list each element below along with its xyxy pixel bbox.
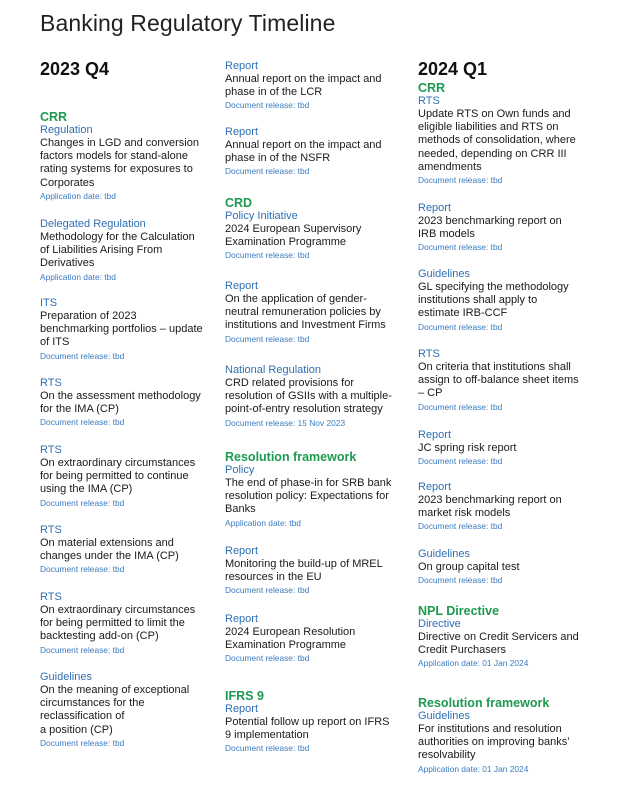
entry-date: Document release: tbd <box>225 250 310 261</box>
page-title: Banking Regulatory Timeline <box>40 10 336 36</box>
timeline-entry <box>418 348 579 413</box>
entry-type: Report <box>225 60 259 72</box>
entry-type: Guidelines <box>418 268 470 280</box>
entry-type: Report <box>225 280 259 292</box>
entry-date: Document release: tbd <box>40 737 125 748</box>
entry-description: JC spring risk report <box>418 442 517 454</box>
entry-date: Document release: tbd <box>418 521 503 532</box>
timeline-entry <box>418 268 569 333</box>
entry-type: Policy <box>225 464 255 476</box>
entry-date: Document release: tbd <box>40 497 125 508</box>
entry-date: Document release: tbd <box>225 585 310 596</box>
entry-date: Application date: 01 Jan 2024 <box>418 763 529 774</box>
entry-type: Guidelines <box>40 671 92 683</box>
section-heading: CRD <box>225 196 253 210</box>
entry-description: On the application of gender- neutral remuneration policies by institutions and Investment Firms <box>225 293 386 332</box>
entry-description: Changes in LGD and conversion factors models for stand-alone rating systems for exposures to Corporates <box>40 137 199 189</box>
timeline-entry <box>418 548 520 586</box>
entry-description: Directive on Credit Servicers and Credit Purchasers <box>418 631 579 657</box>
timeline-entry <box>225 613 355 664</box>
timeline-entry <box>225 364 392 429</box>
section-heading: NPL Directive <box>418 604 500 618</box>
section-heading: CRR <box>418 81 446 95</box>
timeline-entry <box>418 429 516 467</box>
entry-description: 2023 benchmarking report on IRB models <box>418 215 562 241</box>
timeline-entry <box>418 81 576 186</box>
entry-description: On the assessment methodology for the IMA (CP) <box>40 390 201 416</box>
entry-date: Document release: tbd <box>418 575 503 586</box>
entry-type: Report <box>225 126 259 138</box>
entry-date: Document release: tbd <box>40 644 125 655</box>
entry-description: Potential follow up report on IFRS 9 implementation <box>225 716 390 742</box>
timeline-entry <box>40 377 201 428</box>
entry-description: On criteria that institutions shall assign to off-balance sheet items – CP <box>418 361 579 400</box>
entry-description: For institutions and resolution authorities on improving banks’ resolvability <box>418 723 570 762</box>
section-heading: Resolution framework <box>418 696 550 710</box>
entry-type: Directive <box>418 618 461 630</box>
entry-date: Document release: tbd <box>418 175 503 186</box>
entry-type: Regulation <box>40 124 93 136</box>
entry-type: Report <box>418 481 452 493</box>
entry-description: 2023 benchmarking report on market risk models <box>418 494 562 520</box>
entry-date: Document release: 15 Nov 2023 <box>225 417 346 428</box>
entry-type: Report <box>418 429 452 441</box>
timeline-entry <box>40 671 189 749</box>
entry-type: Report <box>225 703 259 715</box>
timeline-entry <box>418 696 570 775</box>
timeline-entry <box>40 444 195 509</box>
timeline-entry <box>225 545 383 596</box>
entry-date: Document release: tbd <box>418 401 503 412</box>
entry-description: Preparation of 2023 benchmarking portfolios – update of ITS <box>40 310 203 349</box>
entry-date: Document release: tbd <box>225 653 310 664</box>
timeline-entry <box>40 591 195 656</box>
timeline-entry <box>418 481 562 532</box>
entry-description: 2024 European Resolution Examination Programme <box>225 626 356 652</box>
entry-date: Document release: tbd <box>418 321 503 332</box>
entry-date: Application date: tbd <box>225 517 301 528</box>
entry-type: Delegated Regulation <box>40 218 146 230</box>
entry-type: Guidelines <box>418 548 470 560</box>
entry-description: The end of phase-in for SRB bank resolution policy: Expectations for Banks <box>225 477 392 516</box>
timeline-entry <box>225 196 361 261</box>
timeline-entry <box>225 689 389 754</box>
entry-type: Guidelines <box>418 710 470 722</box>
timeline-entry <box>40 110 199 202</box>
entry-description: On extraordinary circumstances for being permitted to limit the backtesting add-on (CP) <box>40 604 196 643</box>
entry-date: Document release: tbd <box>225 166 310 177</box>
section-heading: Resolution framework <box>225 450 357 464</box>
entry-type: RTS <box>40 524 62 536</box>
entry-date: Document release: tbd <box>40 564 125 575</box>
section-heading: CRR <box>40 110 68 124</box>
entry-description: 2024 European Supervisory Examination Programme <box>225 223 362 249</box>
entry-date: Document release: tbd <box>40 350 125 361</box>
timeline-entry <box>225 126 382 177</box>
timeline-entry <box>40 218 195 283</box>
entry-description: GL specifying the methodology institutions shall apply to estimate IRB-CCF <box>418 281 569 320</box>
timeline-entry <box>225 60 382 111</box>
entry-description: Monitoring the build-up of MREL resources in the EU <box>225 558 383 584</box>
entry-type: Report <box>418 202 452 214</box>
entry-type: RTS <box>418 95 440 107</box>
entry-type: National Regulation <box>225 364 322 376</box>
entry-type: RTS <box>40 377 62 389</box>
entry-date: Document release: tbd <box>225 333 310 344</box>
section-heading: IFRS 9 <box>225 689 264 703</box>
entry-description: Update RTS on Own funds and eligible liabilities and RTS on methods of consolidation, where needed, depending on CRR III amendments <box>418 108 576 173</box>
entry-date: Document release: tbd <box>418 242 503 253</box>
entry-type: Policy Initiative <box>225 210 298 222</box>
entry-date: Application date: tbd <box>40 190 116 201</box>
entry-type: RTS <box>40 444 62 456</box>
quarter-heading: 2024 Q1 <box>418 59 488 79</box>
timeline-entry <box>225 450 391 529</box>
entry-date: Application date: tbd <box>40 271 116 282</box>
entry-description: On extraordinary circumstances for being permitted to continue using the IMA (CP) <box>40 457 196 496</box>
entry-description: Annual report on the impact and phase in of the NSFR <box>225 139 382 165</box>
entry-date: Document release: tbd <box>418 456 503 467</box>
entry-description: Annual report on the impact and phase in of the LCR <box>225 73 382 99</box>
quarter-heading: 2023 Q4 <box>40 59 110 79</box>
timeline-entry <box>418 604 579 669</box>
entry-date: Document release: tbd <box>225 100 310 111</box>
entry-type: RTS <box>418 348 440 360</box>
entry-date: Document release: tbd <box>40 417 125 428</box>
entry-description: On material extensions and changes under the IMA (CP) <box>40 537 179 563</box>
entry-date: Document release: tbd <box>225 743 310 754</box>
timeline-entry <box>225 280 386 345</box>
entry-description: Methodology for the Calculation of Liabilities Arising From Derivatives <box>40 231 195 270</box>
timeline-entry <box>418 202 562 253</box>
entry-description: On the meaning of exceptional circumstances for the reclassification of a position (CP) <box>40 684 190 736</box>
entry-date: Appilcation date: 01 Jan 2024 <box>418 658 529 669</box>
entry-description: On group capital test <box>418 561 520 573</box>
entry-type: Report <box>225 545 259 557</box>
timeline-entry <box>40 524 179 575</box>
entry-description: CRD related provisions for resolution of GSIIs with a multiple- point-of-entry resolution strategy <box>225 377 392 416</box>
timeline-entry <box>40 297 203 362</box>
entry-type: ITS <box>40 297 58 309</box>
entry-type: Report <box>225 613 259 625</box>
entry-type: RTS <box>40 591 62 603</box>
